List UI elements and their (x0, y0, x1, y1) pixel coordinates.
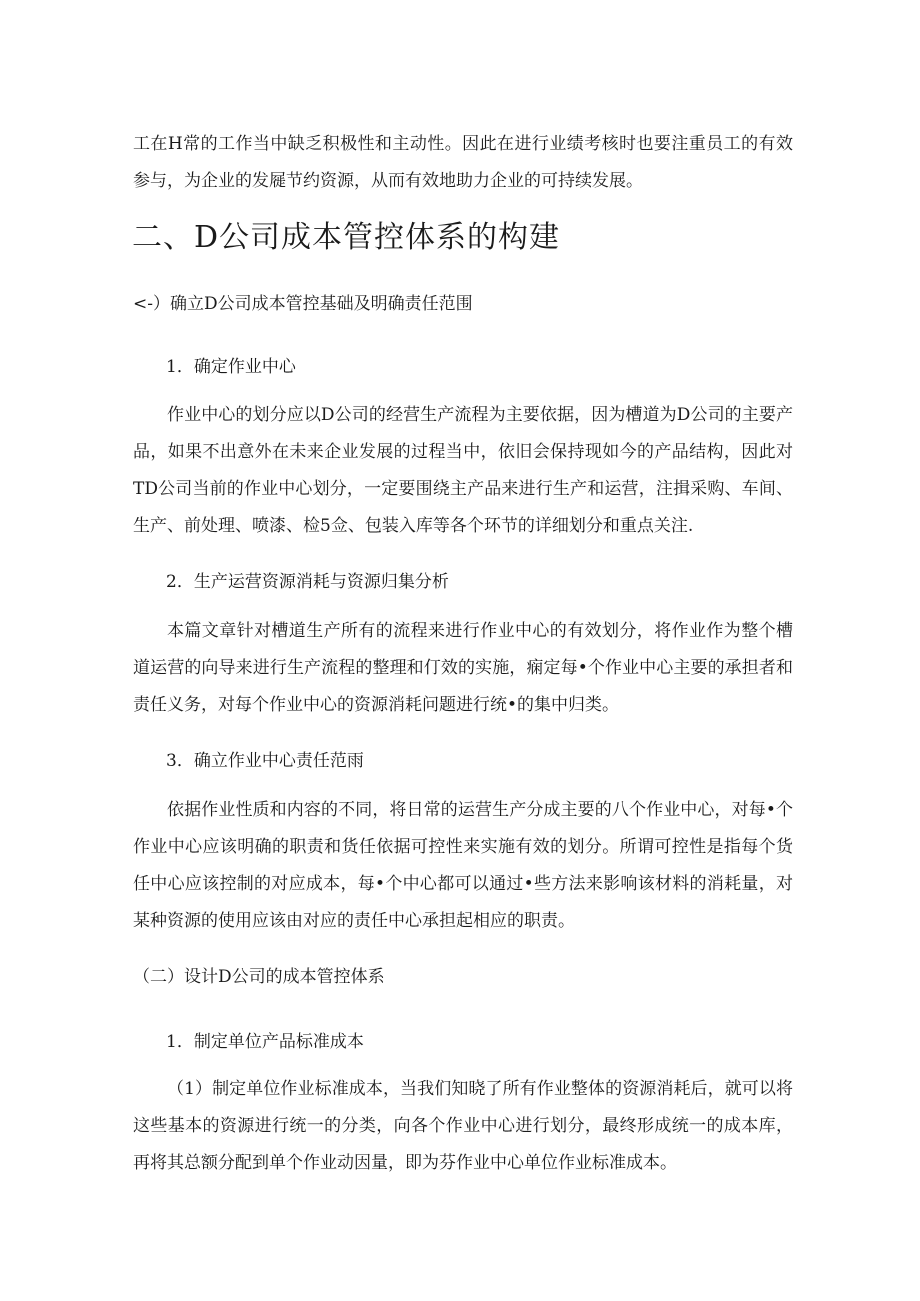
paragraph-work-centers: 作业中心的划分应以D公司的经营生产流程为主要依据，因为槽道为D公司的主要产品，如果不出意外在未来企业发展的过程当中，依旧会保持现如今的产品结构，因此对TD公司当前的作业中心划分，一定要围绕主产品来进行生产和运营，注揖采购、车间、生产、前处理、喷漆、检5佥、包装入库等各个环节的详细划分和重点关注. (133, 405, 793, 536)
section-heading: 二、D公司成本管控体系的构建 (132, 220, 561, 255)
subsection-heading-1: <-）确立D公司成本管控基础及明确责任范围 (133, 294, 473, 314)
paragraph-responsibility: 依据作业性质和内容的不同，将日常的运营生产分成主要的八个作业中心，对每•个作业中心应该明确的职责和货任依据可控性来实施有效的划分。所谓可控性是指每个货任中心应该控制的对应成本，每•个中心都可以通过•些方法来影响该材料的消耗量，对某种资源的使用应该由对应的责任中心承担起相应的职责。 (133, 800, 793, 931)
paragraph-standard-cost: （1）制定单位作业标准成本，当我们知晓了所有作业整体的资源消耗后，就可以将这些基本的资源进行统一的分类，向各个作业中心进行划分，最终形成统一的成本库，再将其总额分配到单个作业动因量，即为芬作业中心单位作业标准成本。 (133, 1079, 793, 1173)
item-heading-1-1: 1．确定作业中心 (166, 357, 296, 377)
item-heading-1-2: 2．生产运营资源消耗与资源归集分析 (166, 572, 449, 592)
intro-paragraph: 工在H常的工作当中缺乏积极性和主动性。因此在进行业绩考核时也要注重员工的有效参与，为企业的发屣节约资源，从而有效地助力企业的可持续发展。 (133, 134, 793, 191)
item-heading-2-1: 1．制定单位产品标准成本 (166, 1032, 364, 1052)
item-heading-1-3: 3．确立作业中心责任范雨 (166, 751, 364, 771)
subsection-heading-2: （二）设计D公司的成本管控体系 (133, 967, 385, 987)
paragraph-resource-analysis: 本篇文章针对槽道生产所有的流程来进行作业中心的有效划分，将作业作为整个槽道运营的向导来进行生产流程的整理和仃效的实施，痫定每•个作业中心主要的承担者和责任义务，对每个作业中心的资源消耗问题进行统•的集中归类。 (133, 621, 793, 715)
